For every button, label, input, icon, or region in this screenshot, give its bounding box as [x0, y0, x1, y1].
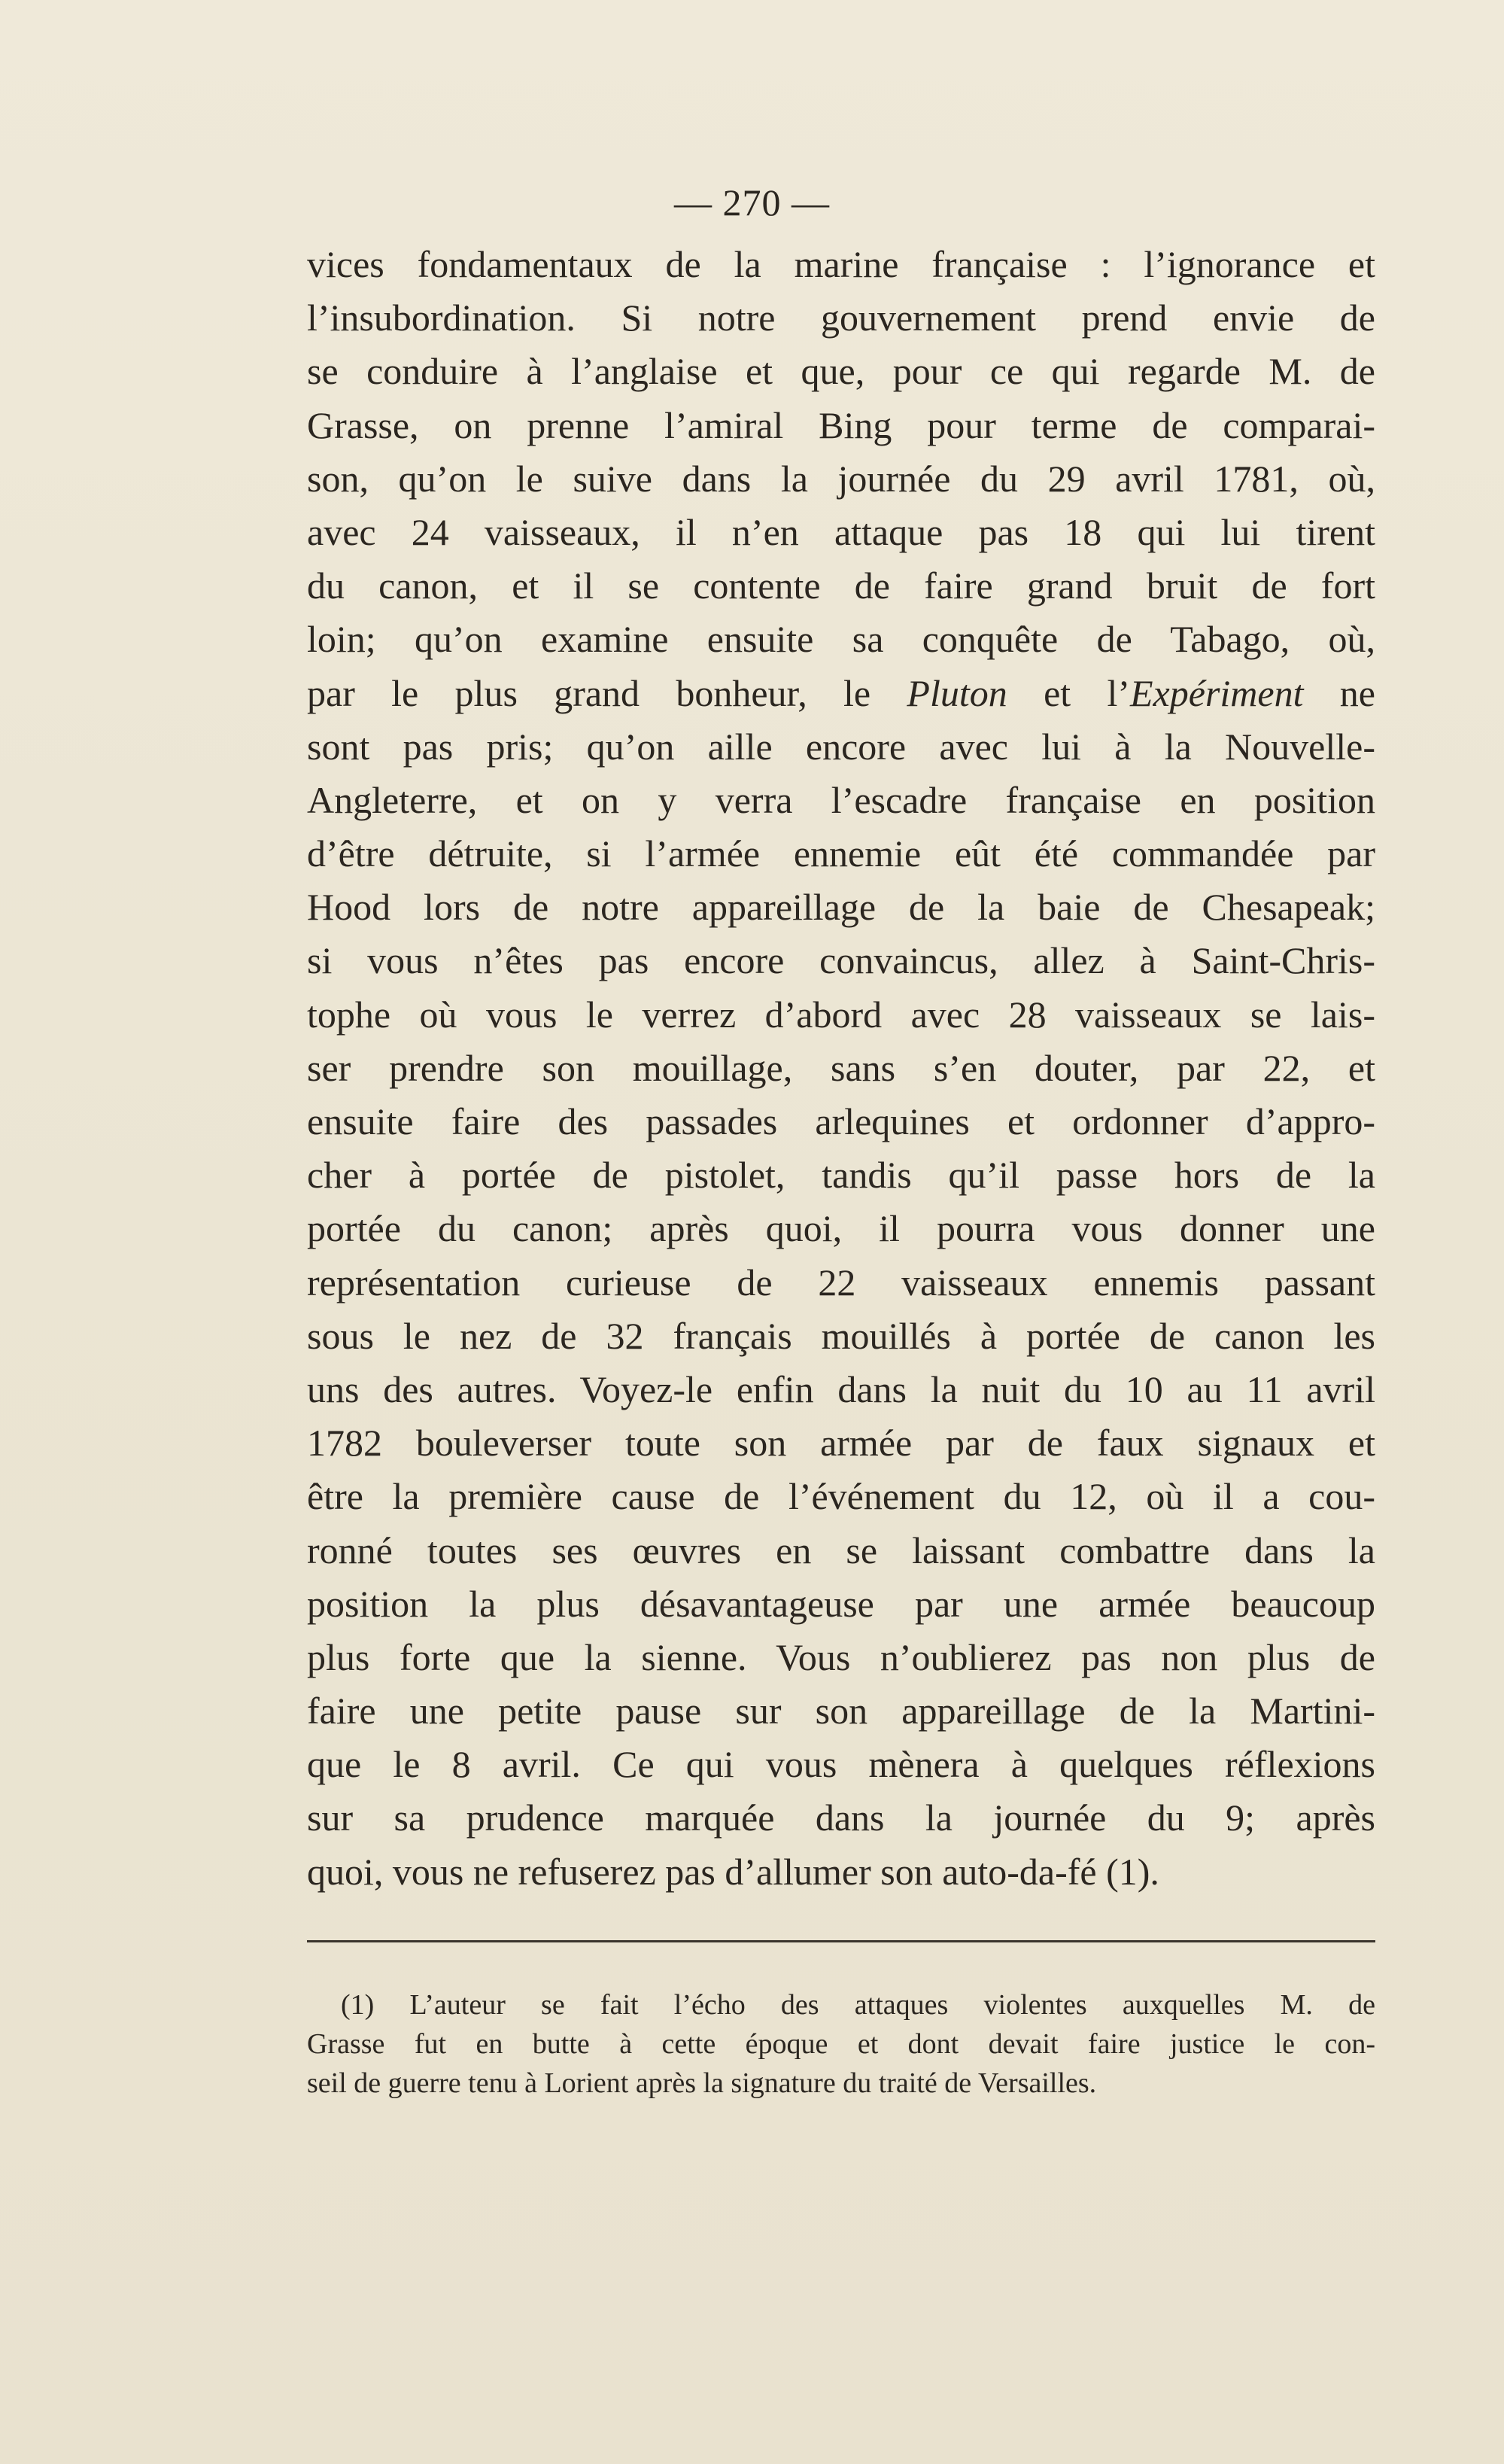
footnote-separator — [307, 1940, 1375, 1942]
text-line: Hood lors de notre appareillage de la baie de Chesapeak; — [307, 886, 1375, 929]
text-line: l’insubordination. Si notre gouvernement prend envie de — [307, 297, 1375, 339]
page-number: — 270 — — [674, 181, 830, 224]
text-line: portée du canon; après quoi, il pourra vous donner une — [307, 1207, 1375, 1250]
footnote-line: (1) L’auteur se fait l’écho des attaques violentes auxquelles M. de — [341, 1989, 1375, 2021]
text-line: quoi, vous ne refuserez pas d’allumer son auto-da-fé (1). — [307, 1850, 1159, 1893]
text-line-with-ship-names — [307, 667, 1375, 720]
text-line: loin; qu’on examine ensuite sa conquête de Tabago, où, — [307, 618, 1375, 661]
text-line: Grasse, on prenne l’amiral Bing pour terme de comparai- — [307, 403, 1375, 446]
text-line: se conduire à l’anglaise et que, pour ce qui regarde M. de — [307, 350, 1375, 393]
text-line: du canon, et il se contente de faire grand bruit de fort — [307, 564, 1375, 607]
text-line: faire une petite pause sur son appareillage de la Martini- — [307, 1690, 1375, 1732]
text-segment: ne — [1303, 671, 1375, 714]
text-line: sur sa prudence marquée dans la journée du 9; après — [307, 1796, 1375, 1839]
text-line: avec 24 vaisseaux, il n’en attaque pas 18 qui lui tirent — [307, 510, 1375, 553]
text-line: son, qu’on le suive dans la journée du 29 avril 1781, où, — [307, 457, 1375, 500]
text-segment: et l’ — [1007, 671, 1131, 714]
footnote — [307, 1985, 1375, 2103]
text-line: tophe où vous le verrez d’abord avec 28 vaisseaux se lais- — [307, 993, 1375, 1036]
text-segment: par le plus grand bonheur, le — [307, 671, 907, 714]
text-line: ensuite faire des passades arlequines et ordonner d’appro- — [307, 1100, 1375, 1142]
ship-name-pluton: Pluton — [907, 671, 1007, 714]
text-line: cher à portée de pistolet, tandis qu’il passe hors de la — [307, 1154, 1375, 1197]
text-line: ser prendre son mouillage, sans s’en douter, par 22, et — [307, 1046, 1375, 1089]
text-line: que le 8 avril. Ce qui vous mènera à quelques réflexions — [307, 1743, 1375, 1786]
text-line: sous le nez de 32 français mouillés à portée de canon les — [307, 1314, 1375, 1357]
footnote-line: seil de guerre tenu à Lorient après la signature du traité de Versailles. — [307, 2067, 1097, 2099]
text-line: plus forte que la sienne. Vous n’oublierez pas non plus de — [307, 1635, 1375, 1678]
body-text — [307, 238, 1375, 1899]
text-line: Angleterre, et on y verra l’escadre française en position — [307, 778, 1375, 821]
text-line: être la première cause de l’événement du 12, où il a cou- — [307, 1475, 1375, 1518]
text-line: ronné toutes ses œuvres en se laissant combattre dans la — [307, 1529, 1375, 1571]
text-line: vices fondamentaux de la marine française : l’ignorance et — [307, 243, 1375, 285]
footnote-line: Grasse fut en butte à cette époque et dont devait faire justice le con- — [307, 2028, 1375, 2060]
text-line: position la plus désavantageuse par une armée beaucoup — [307, 1582, 1375, 1625]
text-line: uns des autres. Voyez-le enfin dans la nuit du 10 au 11 avril — [307, 1367, 1375, 1410]
text-line: représentation curieuse de 22 vaisseaux ennemis passant — [307, 1261, 1375, 1303]
text-line: sont pas pris; qu’on aille encore avec lui à la Nouvelle- — [307, 725, 1375, 768]
text-line: d’être détruite, si l’armée ennemie eût été commandée par — [307, 832, 1375, 875]
ship-name-experiment: Expériment — [1130, 671, 1304, 714]
text-line: 1782 bouleverser toute son armée par de faux signaux et — [307, 1422, 1375, 1465]
text-line: si vous n’êtes pas encore convaincus, allez à Saint-Chris- — [307, 939, 1375, 982]
